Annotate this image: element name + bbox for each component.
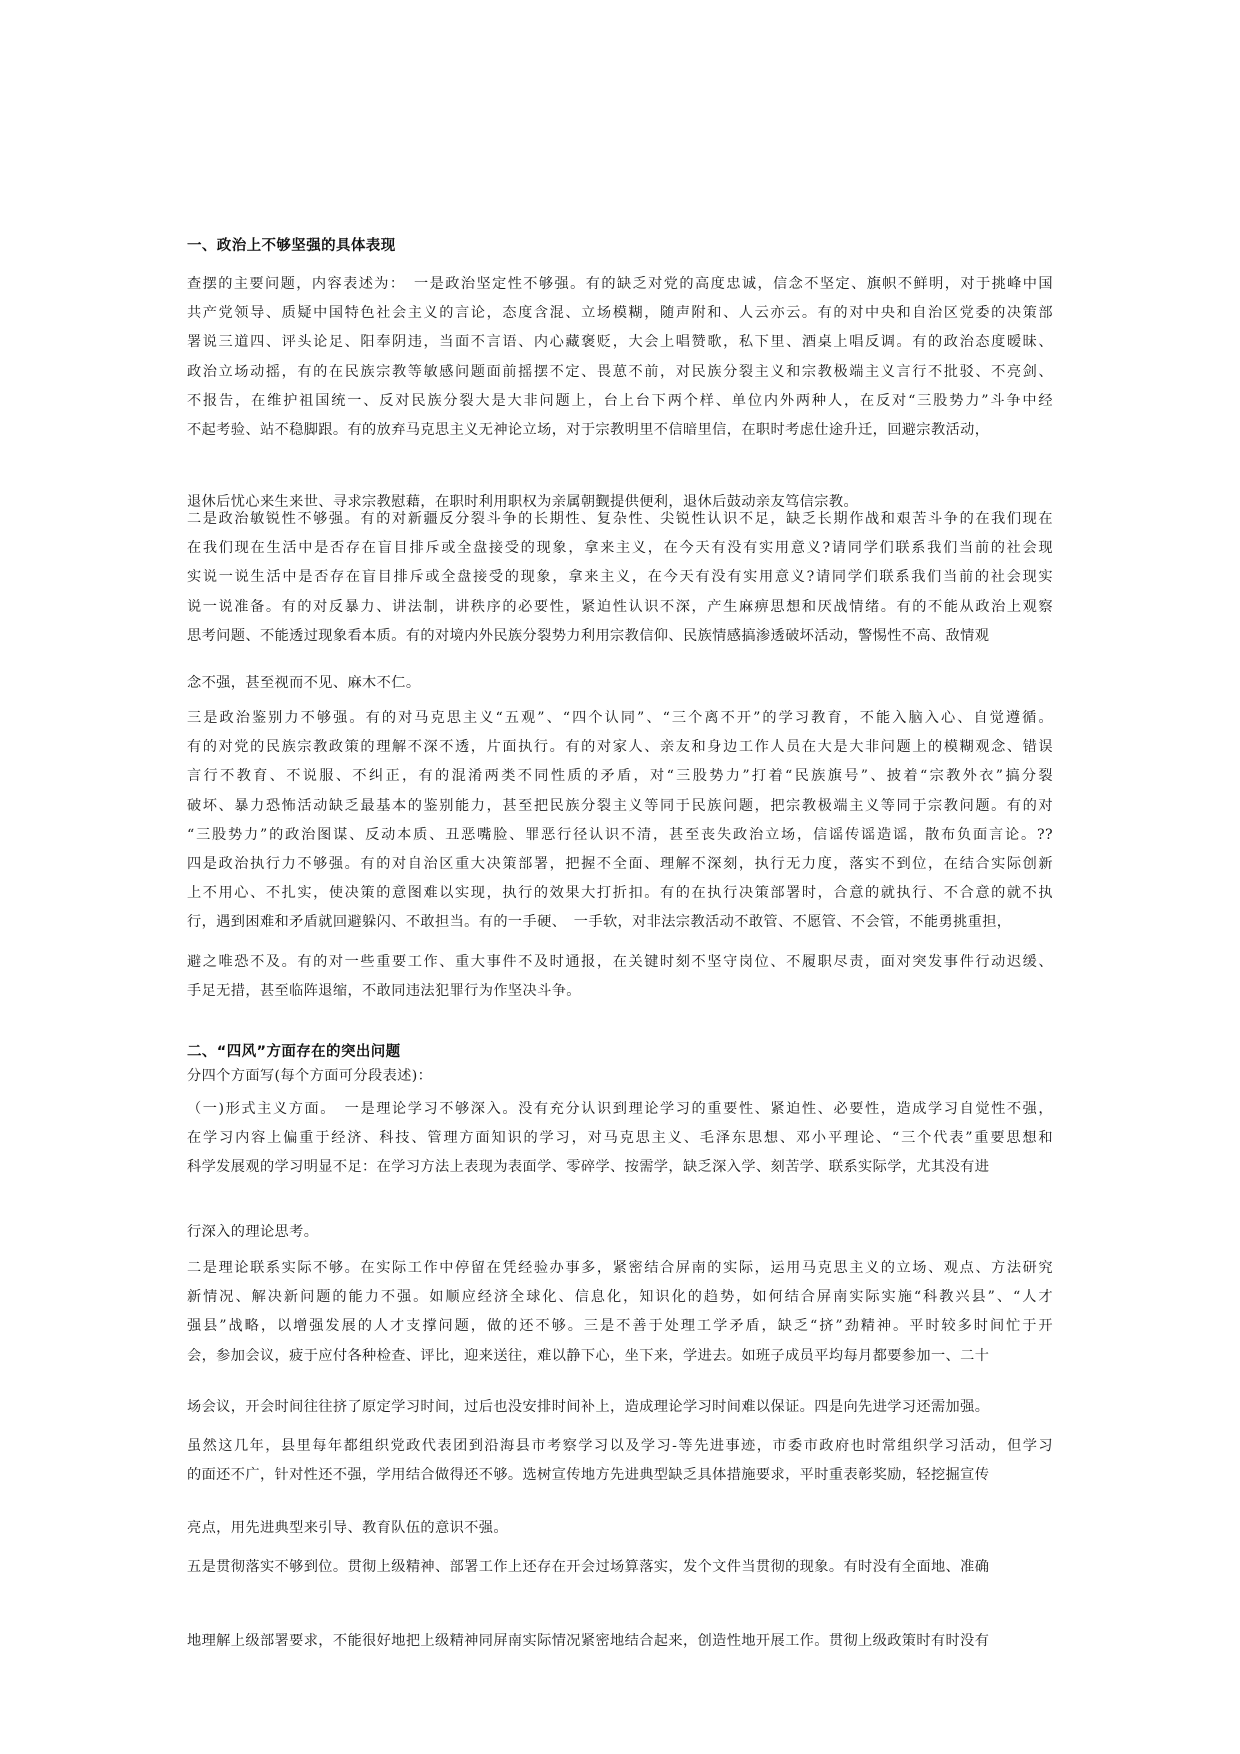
text-line: 说一说准备。有的对反暴力、讲法制，讲秩序的必要性，紧迫性认识不深，产生麻痹思想和厌战情绪。有的不能从政治上观察 (187, 598, 1053, 615)
section-1-paragraph-1 (187, 270, 1053, 445)
text-line: 上不用心、不扎实，使决策的意图难以实现，执行的效果大打折扣。有的在执行决策部署时，合意的就执行、不合意的就不执 (187, 885, 1053, 902)
section-1-paragraph-6 (187, 948, 1053, 1006)
text-line: 虽然这几年，县里每年都组织党政代表团到沿海县市考察学习以及学习-等先进事迹，市委市政府也时常组织学习活动，但学习 (187, 1438, 1053, 1454)
document-page (187, 0, 1053, 1754)
section-2-paragraph-3 (187, 1254, 1053, 1371)
section-2-paragraph-4 (187, 1393, 1053, 1422)
text-line: 共产党领导、质疑中国特色社会主义的言论，态度含混、立场模糊，随声附和、人云亦云。有的对中央和自治区党委的决策部 (187, 305, 1053, 322)
text-line: 三是政治鉴别力不够强。有的对马克思主义“五观”、“四个认同”、“三个离不开”的学习教育，不能入脑入心、自觉遵循。 (187, 710, 1053, 726)
text-line: 科学发展观的学习明显不足：在学习方法上表现为表面学、零碎学、按需学，缺乏深入学、刻苦学、联系实际学，尤其没有进 (187, 1159, 990, 1176)
text-line: 五是贯彻落实不够到位。贯彻上级精神、部署工作上还存在开会过场算落实，发个文件当贯彻的现象。有时没有全面地、准确 (187, 1559, 990, 1575)
text-line: 强县”战略，以增强发展的人才支撑问题，做的还不够。三是不善于处理工学矛盾，缺乏“挤”劲精神。平时较多时间忙于开 (187, 1318, 1053, 1335)
section-2-paragraph-8 (187, 1627, 1053, 1656)
text-line: 言行不教育、不说服、不纠正，有的混淆两类不同性质的矛盾，对“三股势力”打着“民族旗号”、披着“宗教外衣”搞分裂 (187, 768, 1053, 785)
text-line: 有的对党的民族宗教政策的理解不深不透，片面执行。有的对家人、亲友和身边工作人员在大是大非问题上的模糊观念、错误 (187, 739, 1053, 756)
section-1-paragraph-5 (187, 704, 1053, 938)
text-line: 会，参加会议，疲于应付各种检查、评比，迎来送往，难以静下心，坐下来，学进去。如班子成员平均每月都要参加一、二十 (187, 1347, 990, 1364)
text-line: 行深入的理论思考。 (187, 1224, 319, 1240)
text-line: 新情况、解决新问题的能力不强。如顺应经济全球化、信息化，知识化的趋势，如何结合屏南实际实施“科教兴县”、“人才 (187, 1289, 1053, 1306)
text-line: 四是政治执行力不够强。有的对自治区重大决策部署，把握不全面、理解不深刻，执行无力度，落实不到位，在结合实际创新 (187, 855, 1053, 872)
text-line: 在我们现在生活中是否存在盲目排斥或全盘接受的现象，拿来主义，在今天有没有实用意义?请同学们联系我们当前的社会现 (187, 540, 1053, 557)
section-2-paragraph-7 (187, 1553, 1053, 1582)
text-line: 亮点，用先进典型来引导、教育队伍的意识不强。 (187, 1520, 508, 1536)
section-1-paragraph-3 (187, 505, 1053, 651)
section-2-paragraph-6 (187, 1514, 1053, 1543)
text-line: 行，遇到困难和矛盾就回避躲闪、不敢担当。有的一手硬、 一手软，对非法宗教活动不敢管、不愿管、不会管，不能勇挑重担， (187, 914, 1012, 931)
text-line: 实说一说生活中是否存在盲目排斥或全盘接受的现象，拿来主义，在今天有没有实用意义?请同学们联系我们当前的社会现实 (187, 569, 1053, 586)
text-line: 地理解上级部署要求，不能很好地把上级精神同屏南实际情况紧密地结合起来，创造性地开展工作。贯彻上级政策时有时没有 (187, 1633, 990, 1649)
text-line: 在学习内容上偏重于经济、科技、管理方面知识的学习，对马克思主义、毛泽东思想、邓小平理论、“三个代表”重要思想和 (187, 1130, 1053, 1147)
text-line: 不报告，在维护祖国统一、反对民族分裂大是大非问题上，台上台下两个样、单位内外两种人，在反对“三股势力”斗争中经 (187, 392, 1053, 409)
text-line: “三股势力”的政治图谋、反动本质、丑恶嘴脸、罪恶行径认识不清，甚至丧失政治立场，信谣传谣造谣，散布负面言论。?? (187, 826, 1053, 843)
text-line: 不起考验、站不稳脚跟。有的放弃马克思主义无神论立场，对于宗教明里不信暗里信，在职时考虑仕途升迁，回避宗教活动， (187, 421, 990, 438)
section-2-paragraph-5 (187, 1432, 1053, 1490)
section-1-paragraph-4 (187, 669, 1053, 698)
section-1-heading: 一、政治上不够坚强的具体表现 (187, 238, 396, 254)
text-line: 二是政治敏锐性不够强。有的对新疆反分裂斗争的长期性、复杂性、尖锐性认识不足，缺乏长期作战和艰苦斗争的在我们现在 (187, 511, 1053, 527)
section-2-intro (187, 1062, 1053, 1091)
text-line: 退休后忧心来生来世、寻求宗教慰藉，在职时利用职权为亲属朝觐提供便利，退休后鼓动亲友笃信宗教。 (187, 494, 859, 510)
text-line: 署说三道四、评头论足、阳奉阴违，当面不言语、内心藏褒贬，大会上唱赞歌，私下里、酒桌上唱反调。有的政治态度暧昧、 (187, 334, 1053, 351)
text-line: 思考问题、不能透过现象看本质。有的对境内外民族分裂势力利用宗教信仰、民族情感搞渗透破坏活动，警惕性不高、敌情观 (187, 627, 990, 644)
text-line: 分四个方面写(每个方面可分段表述)： (187, 1068, 433, 1084)
section-2-paragraph-1 (187, 1095, 1053, 1183)
section-2-paragraph-2 (187, 1218, 1053, 1247)
section-2-heading: 二、“四风”方面存在的突出问题 (187, 1044, 401, 1060)
text-line: 避之唯恐不及。有的对一些重要工作、重大事件不及时通报，在关键时刻不坚守岗位、不履职尽责，面对突发事件行动迟缓、 (187, 954, 1053, 970)
text-line: （一)形式主义方面。 一是理论学习不够深入。没有充分认识到理论学习的重要性、紧迫性、必要性，造成学习自觉性不强， (187, 1101, 1053, 1117)
text-line: 二是理论联系实际不够。在实际工作中停留在凭经验办事多，紧密结合屏南的实际，运用马克思主义的立场、观点、方法研究 (187, 1260, 1053, 1276)
text-line: 手足无措，甚至临阵退缩，不敢同违法犯罪行为作坚决斗争。 (187, 983, 581, 1000)
text-line: 场会议，开会时间往往挤了原定学习时间，过后也没安排时间补上，造成理论学习时间难以保证。四是向先进学习还需加强。 (187, 1399, 990, 1415)
text-line: 政治立场动摇，有的在民族宗教等敏感问题面前摇摆不定、畏葸不前，对民族分裂主义和宗教极端主义言行不批驳、不亮剑、 (187, 363, 1053, 380)
text-line: 念不强，甚至视而不见、麻木不仁。 (187, 675, 421, 691)
text-line: 破坏、暴力恐怖活动缺乏最基本的鉴别能力，甚至把民族分裂主义等同于民族问题，把宗教极端主义等同于宗教问题。有的对 (187, 797, 1053, 814)
text-line: 的面还不广，针对性还不强，学用结合做得还不够。选树宣传地方先进典型缺乏具体措施要求，平时重表彰奖励，轻挖掘宣传 (187, 1467, 990, 1484)
text-line: 查摆的主要问题，内容表述为： 一是政治坚定性不够强。有的缺乏对党的高度忠诚，信念不坚定、旗帜不鲜明，对于挑峰中国 (187, 276, 1053, 292)
